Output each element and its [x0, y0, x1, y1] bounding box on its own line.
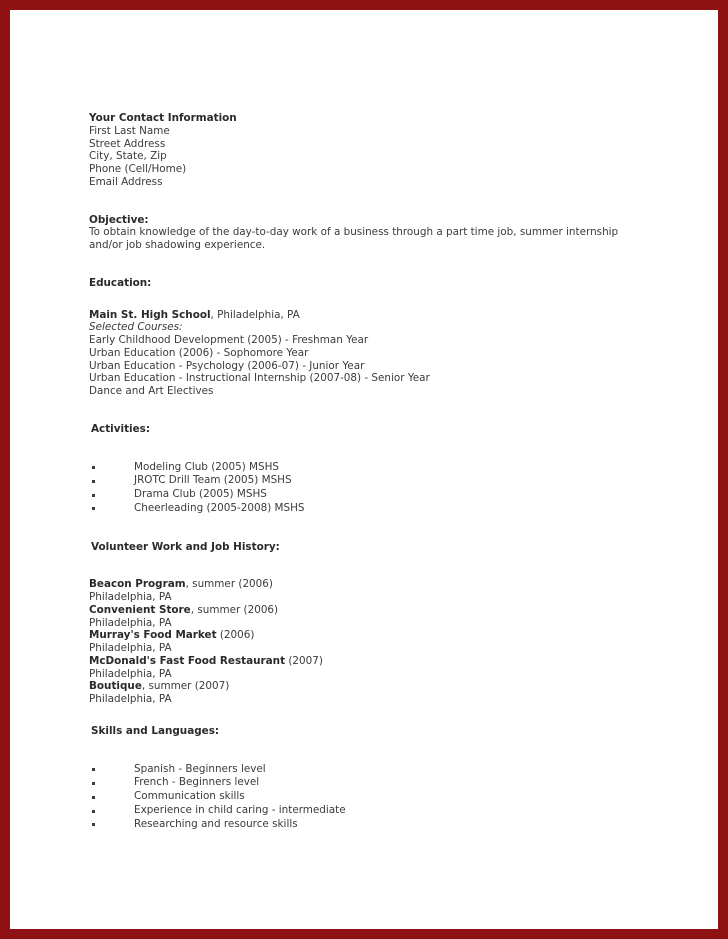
- list-item-label: Modeling Club (2005) MSHS: [134, 460, 280, 473]
- resume-content: [89, 112, 649, 832]
- bullet-icon: [92, 810, 95, 813]
- list-item-label: Cheerleading (2005-2008) MSHS: [134, 501, 305, 514]
- objective-text: To obtain knowledge of the day-to-day work of a business through a part time job, summer internship and/or job shadowing experience.: [89, 226, 619, 251]
- contact-heading: Your Contact Information: [89, 112, 237, 124]
- spacer: [89, 436, 649, 461]
- employer-detail: (2006): [216, 629, 255, 642]
- bullet-icon: [92, 768, 95, 771]
- list-item: [89, 488, 649, 502]
- spacer: [89, 738, 649, 763]
- experience-employer: [89, 655, 649, 668]
- employer-location: Philadelphia, PA: [89, 591, 172, 604]
- activities-list: [89, 461, 649, 516]
- bullet-icon: [92, 480, 95, 483]
- spacer: [89, 252, 649, 277]
- spacer: [89, 290, 649, 309]
- education-course: Early Childhood Development (2005) - Freshman Year: [89, 334, 369, 346]
- list-item-label: Researching and resource skills: [134, 817, 298, 830]
- experience-employer: [89, 629, 649, 642]
- contact-line-city: City, State, Zip: [89, 150, 167, 163]
- list-item-label: Experience in child caring - intermediate: [134, 804, 346, 817]
- employer-name: Murray's Food Market: [89, 629, 217, 642]
- list-item: [89, 818, 649, 832]
- list-item-label: Communication skills: [134, 790, 245, 803]
- bullet-icon: [92, 782, 95, 785]
- employer-location: Philadelphia, PA: [89, 642, 172, 655]
- list-item-label: Drama Club (2005) MSHS: [134, 488, 267, 501]
- employer-location: Philadelphia, PA: [89, 693, 172, 706]
- experience-employer: [89, 604, 649, 617]
- experience-section: [89, 541, 649, 706]
- spacer: [89, 189, 649, 214]
- education-course: Urban Education - Instructional Internship (2007-08) - Senior Year: [89, 372, 430, 385]
- list-item: [89, 461, 649, 475]
- employer-location: Philadelphia, PA: [89, 667, 172, 680]
- selected-courses-label: Selected Courses:: [89, 321, 183, 334]
- employer-name: Boutique: [89, 680, 142, 693]
- list-item-label: French - Beginners level: [134, 776, 260, 789]
- education-course: Urban Education - Psychology (2006-07) - Junior Year: [89, 359, 365, 372]
- experience-employer: [89, 680, 649, 693]
- list-item: [89, 474, 649, 488]
- employer-location: Philadelphia, PA: [89, 616, 172, 629]
- contact-section: [89, 112, 649, 189]
- employer-name: Beacon Program: [89, 578, 186, 591]
- spacer: [89, 516, 649, 541]
- employer-name: McDonald's Fast Food Restaurant: [89, 654, 286, 667]
- bullet-icon: [92, 466, 95, 469]
- contact-line-name: First Last Name: [89, 124, 170, 137]
- list-item: [89, 790, 649, 804]
- employer-detail: , summer (2006): [190, 603, 279, 616]
- activities-section: [89, 423, 649, 516]
- education-school: [89, 309, 649, 322]
- activities-heading: Activities:: [91, 422, 150, 435]
- employer-detail: , summer (2006): [185, 578, 273, 591]
- education-section: [89, 277, 649, 398]
- employer-name: Convenient Store: [89, 603, 191, 616]
- education-school-location: , Philadelphia, PA: [210, 308, 300, 321]
- skills-section: [89, 725, 649, 832]
- spacer: [89, 553, 649, 578]
- contact-line-phone: Phone (Cell/Home): [89, 163, 187, 175]
- list-item-label: JROTC Drill Team (2005) MSHS: [134, 474, 292, 487]
- list-item: [89, 776, 649, 790]
- skills-heading: Skills and Languages:: [91, 724, 220, 737]
- list-item: [89, 763, 649, 777]
- education-course: Urban Education (2006) - Sophomore Year: [89, 346, 309, 359]
- experience-employer: [89, 578, 649, 591]
- contact-line-street: Street Address: [89, 137, 166, 150]
- objective-section: [89, 214, 649, 252]
- employer-detail: , summer (2007): [141, 680, 230, 693]
- bullet-icon: [92, 507, 95, 510]
- bullet-icon: [92, 823, 95, 826]
- education-course: Dance and Art Electives: [89, 385, 214, 397]
- list-item-label: Spanish - Beginners level: [134, 762, 266, 775]
- objective-heading: Objective:: [89, 213, 149, 226]
- skills-list: [89, 763, 649, 832]
- contact-line-email: Email Address: [89, 175, 163, 188]
- experience-heading: Volunteer Work and Job History:: [91, 540, 280, 553]
- education-school-name: Main St. High School: [89, 308, 211, 321]
- spacer: [89, 706, 649, 725]
- list-item: [89, 804, 649, 818]
- list-item: [89, 502, 649, 516]
- education-heading: Education:: [89, 276, 152, 289]
- employer-detail: (2007): [285, 654, 323, 667]
- bullet-icon: [92, 494, 95, 497]
- resume-page: [10, 10, 718, 929]
- spacer: [89, 398, 649, 423]
- bullet-icon: [92, 796, 95, 799]
